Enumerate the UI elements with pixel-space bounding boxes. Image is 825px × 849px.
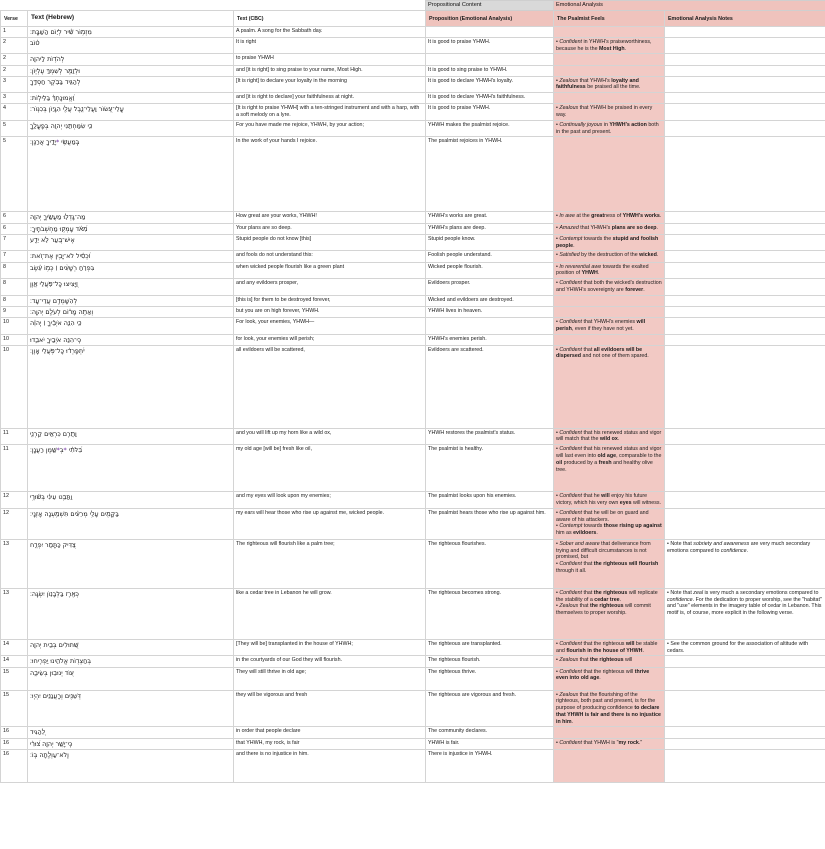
table-row — [1, 318, 825, 335]
cell-psalmist-feels[interactable]: • Zealous that the righteous will — [554, 656, 665, 667]
cell-text-cbc[interactable]: to praise YHWH — [234, 54, 426, 65]
column-header-verse[interactable]: Verse — [1, 11, 28, 26]
cell-verse[interactable]: 7 — [1, 234, 28, 251]
cell-text-hebrew[interactable]: לְ֭הַגִּיד — [28, 727, 234, 738]
cell-psalmist-feels[interactable]: • Zealous that the flourishing of the righteous, both past and present, is for the purpose of producing confidence to declare that YHWH is fair and there is no injustice in him. — [554, 690, 665, 727]
cell-text-cbc[interactable]: my ears will hear those who rise up against me, wicked people. — [234, 508, 426, 539]
cell-verse[interactable]: 11 — [1, 428, 28, 445]
cell-psalmist-feels[interactable]: • Sober and aware that deliverance from trying and difficult circumstances is not promised, but • Confident that the righteous will flourish through it all. — [554, 539, 665, 588]
cell-text-cbc[interactable]: Stupid people do not know [this] — [234, 234, 426, 251]
table-row — [1, 37, 825, 54]
cell-proposition[interactable]: The righteous are vigorous and fresh. — [426, 690, 554, 727]
table-row — [1, 727, 825, 738]
cell-emotional-notes[interactable] — [665, 76, 825, 93]
cell-psalmist-feels[interactable]: • Confident in YHWH's praiseworthiness, because he is the Most High. — [554, 37, 665, 54]
cell-emotional-notes[interactable] — [665, 104, 825, 121]
table-row — [1, 667, 825, 690]
cell-proposition[interactable] — [426, 26, 554, 37]
cell-proposition[interactable]: It is good to sing praise to YHWH. — [426, 65, 554, 76]
cell-proposition[interactable]: Foolish people understand. — [426, 251, 554, 262]
cell-psalmist-feels[interactable]: • Satisfied by the destruction of the wicked. — [554, 251, 665, 262]
cell-emotional-notes[interactable] — [665, 656, 825, 667]
cell-psalmist-feels[interactable]: • Confident that he will be on guard and aware of his attackers. • Contempt towards those rising up against him as evildoers. — [554, 508, 665, 539]
cell-emotional-notes[interactable] — [665, 26, 825, 37]
table-row — [1, 690, 825, 727]
cell-text-hebrew[interactable]: שְׁ֭תוּלִים בְּבֵ֣ית יְהוָ֑ה — [28, 639, 234, 656]
cell-verse[interactable]: 5 — [1, 120, 28, 137]
cell-proposition[interactable] — [426, 54, 554, 65]
cell-text-hebrew[interactable]: וּלְזַמֵּ֖ר לְשִׁמְךָ֣ עֶלְיֽוֹן׃ — [28, 65, 234, 76]
cell-verse[interactable]: 16 — [1, 738, 28, 749]
cell-text-hebrew[interactable]: בְּחַצְר֖וֹת אֱלֹהֵ֣ינוּ יַפְרִֽיחוּ׃ — [28, 656, 234, 667]
cell-text-cbc[interactable]: A psalm. A song for the Sabbath day. — [234, 26, 426, 37]
cell-verse[interactable]: 12 — [1, 508, 28, 539]
cell-emotional-notes[interactable] — [665, 223, 825, 234]
table-row — [1, 588, 825, 639]
column-header-notes[interactable]: Emotional Analysis Notes — [665, 11, 825, 26]
cell-text-hebrew[interactable]: כִּ֤י שִׂמַּחְתַּ֣נִי יְהוָ֣ה בְּפָעֳלֶ֑ךָ — [28, 120, 234, 137]
cell-text-hebrew[interactable]: וֶ֝אֱמוּנָתְךָ֗ בַּלֵּילֽוֹת׃ — [28, 93, 234, 104]
cell-text-hebrew[interactable]: כִּֽי־יָשָׁ֣ר יְהוָ֑ה צ֝וּרִ֗י — [28, 738, 234, 749]
cell-proposition[interactable]: The psalmist hears those who rise up against him. — [426, 508, 554, 539]
cell-psalmist-feels[interactable]: • Contempt towards the stupid and foolish people. — [554, 234, 665, 251]
cell-emotional-notes[interactable] — [665, 137, 825, 212]
table-row — [1, 120, 825, 137]
cell-verse[interactable]: 2 — [1, 37, 28, 54]
table-row — [1, 445, 825, 492]
cell-text-cbc[interactable]: They will still thrive in old age; — [234, 667, 426, 690]
cell-emotional-notes[interactable] — [665, 727, 825, 738]
cell-text-hebrew[interactable]: וְאַתָּ֥ה מָר֗וֹם לְעֹלָ֥ם יְהוָֽה׃ — [28, 306, 234, 317]
cell-psalmist-feels[interactable]: • Confident that the righteous will be stable and flourish in the house of YHWH. — [554, 639, 665, 656]
cell-verse[interactable]: 13 — [1, 539, 28, 588]
cell-psalmist-feels[interactable] — [554, 727, 665, 738]
table-body — [1, 26, 825, 782]
cell-verse[interactable]: 8 — [1, 295, 28, 306]
cell-text-cbc[interactable]: and [it is right] to sing praise to your name, Most High. — [234, 65, 426, 76]
column-header-text-hebrew[interactable]: Text (Hebrew) — [28, 11, 234, 26]
cell-text-cbc[interactable]: my old age [will be] fresh like oil, — [234, 445, 426, 492]
cell-psalmist-feels[interactable]: • In reverential awe towards the exalted position of YHWH. — [554, 262, 665, 279]
cell-emotional-notes[interactable] — [665, 234, 825, 251]
cell-text-cbc[interactable]: [They will be] transplanted in the house of YHWH; — [234, 639, 426, 656]
cell-verse[interactable]: 10 — [1, 318, 28, 335]
cell-text-cbc[interactable]: [It is right] to declare your loyalty in the morning — [234, 76, 426, 93]
table-row — [1, 262, 825, 279]
cell-text-cbc[interactable]: for look, your enemies will perish; — [234, 334, 426, 345]
table-row — [1, 251, 825, 262]
cell-text-cbc[interactable]: and fools do not understand this: — [234, 251, 426, 262]
cell-psalmist-feels[interactable]: • Confident that both the wicked's destruction and YHWH's sovereignty are forever. — [554, 279, 665, 296]
band-propositional-content: Propositional Content — [426, 1, 554, 11]
cell-proposition[interactable]: YHWH's enemies perish. — [426, 334, 554, 345]
cell-emotional-notes[interactable] — [665, 279, 825, 296]
table-row — [1, 65, 825, 76]
cell-text-hebrew[interactable]: בְּֽמַעֲשֵׂ֖י *יָדֶ֣יךָ אֲרַנֵּֽן׃ — [28, 137, 234, 212]
cell-psalmist-feels[interactable] — [554, 306, 665, 317]
table-row — [1, 306, 825, 317]
band-blank-hebrew — [28, 1, 234, 11]
cell-verse[interactable]: 8 — [1, 262, 28, 279]
cell-proposition[interactable]: YHWH is fair. — [426, 738, 554, 749]
cell-text-cbc[interactable]: and there is no injustice in him. — [234, 749, 426, 782]
cell-emotional-notes[interactable] — [665, 345, 825, 428]
cell-text-cbc[interactable]: It is right — [234, 37, 426, 54]
cell-emotional-notes[interactable] — [665, 262, 825, 279]
cell-emotional-notes[interactable]: • Note that sobriety and awareness are very much secondary emotions compared to confidence. — [665, 539, 825, 588]
cell-verse[interactable]: 12 — [1, 492, 28, 509]
table-row — [1, 104, 825, 121]
cell-text-cbc[interactable]: in the courtyards of our God they will flourish. — [234, 656, 426, 667]
cell-psalmist-feels[interactable]: • Confident that YHWH's enemies will perish, even if they have not yet. — [554, 318, 665, 335]
table-row — [1, 279, 825, 296]
column-header-row — [1, 11, 825, 26]
cell-text-cbc[interactable]: and my eyes will look upon my enemies; — [234, 492, 426, 509]
table-row — [1, 492, 825, 509]
cell-proposition[interactable]: There is injustice in YHWH. — [426, 749, 554, 782]
cell-text-hebrew[interactable]: וַתַּבֵּ֥ט עֵינִ֗י בְּשׁ֫וּרָ֥י — [28, 492, 234, 509]
cell-proposition[interactable]: The righteous flourishes. — [426, 539, 554, 588]
cell-proposition[interactable]: The righteous becomes strong. — [426, 588, 554, 639]
cell-psalmist-feels[interactable]: • Confident that his renewed status and vigor will last even into old age, comparable to the oil produced by a fresh and healthy olive tree. — [554, 445, 665, 492]
cell-proposition[interactable]: The righteous thrive. — [426, 667, 554, 690]
cell-proposition[interactable]: It is good to praise YHWH. — [426, 104, 554, 121]
cell-text-cbc[interactable]: and [it is right to declare] your faithfulness at night. — [234, 93, 426, 104]
table-row — [1, 428, 825, 445]
cell-psalmist-feels[interactable]: • Amazed that YHWH's plans are so deep. — [554, 223, 665, 234]
cell-text-cbc[interactable]: and you will lift up my horn like a wild ox, — [234, 428, 426, 445]
cell-text-hebrew[interactable]: מְ֝אֹ֗ד עָמְק֥וּ מַחְשְׁבֹתֶֽיךָ׃ — [28, 223, 234, 234]
cell-text-cbc[interactable]: For look, your enemies, YHWH— — [234, 318, 426, 335]
cell-text-cbc[interactable]: [It is right to praise YHWH] with a ten-stringed instrument and with a harp, with a soft melody on a lyre. — [234, 104, 426, 121]
cell-proposition[interactable]: It is good to praise YHWH. — [426, 37, 554, 54]
cell-verse[interactable]: 9 — [1, 306, 28, 317]
cell-psalmist-feels[interactable] — [554, 65, 665, 76]
cell-text-hebrew[interactable]: לְהֹד֥וֹת לַיהוָ֑ה — [28, 54, 234, 65]
cell-psalmist-feels[interactable]: • Zealous that YHWH be praised in every way. — [554, 104, 665, 121]
table-row — [1, 334, 825, 345]
cell-proposition[interactable]: Stupid people know. — [426, 234, 554, 251]
cell-text-hebrew[interactable]: ע֭וֹד יְנוּב֣וּן בְּשֵׂיבָ֑ה — [28, 667, 234, 690]
cell-emotional-notes[interactable] — [665, 492, 825, 509]
cell-proposition[interactable]: The righteous flourish. — [426, 656, 554, 667]
cell-verse[interactable]: 10 — [1, 345, 28, 428]
cell-text-hebrew[interactable]: בַּקָּמִ֖ים עָלַ֥י מְרֵעִ֗ים תִּשְׁמַ֥עְנָה אָזְנָֽי׃ — [28, 508, 234, 539]
cell-psalmist-feels[interactable]: • Confident that all evildoers will be dispersed and not one of them spared. — [554, 345, 665, 428]
cell-text-cbc[interactable]: all evildoers will be scattered, — [234, 345, 426, 428]
cell-text-hebrew[interactable]: כְּאֶ֖רֶז בַּלְּבָנ֣וֹן יִשְׂגֶּֽה׃ — [28, 588, 234, 639]
cell-proposition[interactable]: Evildoers prosper. — [426, 279, 554, 296]
cell-emotional-notes[interactable] — [665, 318, 825, 335]
cell-text-hebrew[interactable]: דְּשֵׁנִ֖ים וְרַֽעֲנַנִּ֣ים יִהְיֽוּ׃ — [28, 690, 234, 727]
cell-text-hebrew[interactable]: לְהַגִּ֣יד בַּבֹּ֣קֶר חַסְדֶּ֑ךָ — [28, 76, 234, 93]
cell-text-hebrew[interactable]: בִּפְרֹ֤חַ רְשָׁעִ֨ים ׀ כְּמ֥וֹ עֵ֗שֶׂב — [28, 262, 234, 279]
table-row — [1, 738, 825, 749]
cell-emotional-notes[interactable] — [665, 37, 825, 54]
cell-verse[interactable]: 3 — [1, 76, 28, 93]
column-header-text-cbc[interactable]: Text (CBC) — [234, 11, 426, 26]
table-row — [1, 295, 825, 306]
table-row — [1, 639, 825, 656]
cell-verse[interactable]: 16 — [1, 727, 28, 738]
cell-emotional-notes[interactable] — [665, 251, 825, 262]
cell-text-hebrew[interactable]: וַ֭יָּצִיצוּ כָּל־פֹּ֣עֲלֵי אָ֑וֶן — [28, 279, 234, 296]
cell-verse[interactable]: 15 — [1, 690, 28, 727]
cell-verse[interactable]: 16 — [1, 749, 28, 782]
cell-text-cbc[interactable]: and any evildoers prosper, — [234, 279, 426, 296]
cell-psalmist-feels[interactable]: • Confident that his renewed status and vigor will match that the wild ox. — [554, 428, 665, 445]
cell-emotional-notes[interactable]: • See the common ground for the association of altitude with cedars. — [665, 639, 825, 656]
cell-text-hebrew[interactable]: וְֽלֹא־עַוְלָ֥תָה בּֽוֹ׃ — [28, 749, 234, 782]
cell-emotional-notes[interactable] — [665, 428, 825, 445]
cell-verse[interactable]: 1 — [1, 26, 28, 37]
cell-psalmist-feels[interactable]: • Confident that the righteous will replicate the stability of a cedar tree. • Zealous that the righteous will commit themselves to proper worship. — [554, 588, 665, 639]
cell-emotional-notes[interactable] — [665, 212, 825, 223]
cell-text-cbc[interactable]: but you are on high forever, YHWH. — [234, 306, 426, 317]
table-row — [1, 539, 825, 588]
cell-emotional-notes[interactable] — [665, 690, 825, 727]
cell-emotional-notes[interactable] — [665, 749, 825, 782]
cell-psalmist-feels[interactable] — [554, 54, 665, 65]
cell-proposition[interactable]: The psalmist rejoices in YHWH. — [426, 137, 554, 212]
cell-text-hebrew[interactable]: ט֗וֹב — [28, 37, 234, 54]
cell-verse[interactable]: 14 — [1, 656, 28, 667]
cell-proposition[interactable]: YHWH's plans are deep. — [426, 223, 554, 234]
table-row — [1, 93, 825, 104]
cell-proposition[interactable]: The psalmist looks upon his enemies. — [426, 492, 554, 509]
cell-verse[interactable]: 6 — [1, 223, 28, 234]
cell-verse[interactable]: 13 — [1, 588, 28, 639]
cell-text-hebrew[interactable]: צַ֭דִּיק כַּתָּמָ֣ר יִפְרָ֑ח — [28, 539, 234, 588]
table-row — [1, 508, 825, 539]
cell-verse[interactable]: 11 — [1, 445, 28, 492]
cell-verse[interactable]: 4 — [1, 104, 28, 121]
cell-text-hebrew[interactable]: כִּ֤י הִנֵּ֪ה אֹיְבֶ֡יךָ ׀ יְֽהוָ֗ה — [28, 318, 234, 335]
table-row — [1, 54, 825, 65]
cell-verse[interactable]: 5 — [1, 137, 28, 212]
cell-text-hebrew[interactable]: עֲ‍ֽלֵי־עָ֭שׂוֹר וַעֲלֵי־נָ֑בֶל עֲלֵ֖י הִגָּי֣וֹן בְּכִנּֽוֹר׃ — [28, 104, 234, 121]
cell-psalmist-feels[interactable] — [554, 93, 665, 104]
cell-psalmist-feels[interactable]: • Confident that YHWH is "my rock." — [554, 738, 665, 749]
cell-emotional-notes[interactable] — [665, 334, 825, 345]
cell-proposition[interactable] — [426, 318, 554, 335]
cell-text-hebrew[interactable]: מִזְמ֥וֹר שִׁ֗יר לְי֣וֹם הַשַּׁבָּֽת׃ — [28, 26, 234, 37]
cell-text-cbc[interactable]: in order that people declare — [234, 727, 426, 738]
table-header — [1, 1, 825, 27]
cell-proposition[interactable]: Wicked people flourish. — [426, 262, 554, 279]
cell-text-cbc[interactable]: they will be vigorous and fresh — [234, 690, 426, 727]
cell-verse[interactable]: 14 — [1, 639, 28, 656]
table-row — [1, 656, 825, 667]
cell-verse[interactable]: 7 — [1, 251, 28, 262]
column-header-psalmist-feels[interactable]: The Psalmist Feels — [554, 11, 665, 26]
table-row — [1, 223, 825, 234]
cell-text-cbc[interactable]: For you have made me rejoice, YHWH, by your action; — [234, 120, 426, 137]
column-header-proposition[interactable]: Proposition (Emotional Analysis) — [426, 11, 554, 26]
cell-proposition[interactable]: It is good to declare YHWH's loyalty. — [426, 76, 554, 93]
cell-psalmist-feels[interactable]: • In awe at the greatness of YHWH's works. — [554, 212, 665, 223]
cell-psalmist-feels[interactable] — [554, 295, 665, 306]
cell-text-hebrew[interactable]: בַּ֝לֹּתִ֗י *בְּ*שֶׁ֣מֶן רַעֲנָֽן׃ — [28, 445, 234, 492]
cell-text-cbc[interactable]: that YHWH, my rock, is fair — [234, 738, 426, 749]
table-row — [1, 137, 825, 212]
cell-text-hebrew[interactable]: אִֽישׁ־בַּ֭עַר לֹ֣א יֵדָ֑ע — [28, 234, 234, 251]
cell-verse[interactable]: 6 — [1, 212, 28, 223]
table-row — [1, 749, 825, 782]
cell-emotional-notes[interactable] — [665, 667, 825, 690]
cell-verse[interactable]: 3 — [1, 93, 28, 104]
cell-proposition[interactable]: YHWH lives in heaven. — [426, 306, 554, 317]
cell-emotional-notes[interactable] — [665, 445, 825, 492]
table-row — [1, 234, 825, 251]
table-row — [1, 26, 825, 37]
cell-proposition[interactable]: The psalmist is healthy. — [426, 445, 554, 492]
table-row — [1, 212, 825, 223]
cell-text-cbc[interactable]: Your plans are so deep. — [234, 223, 426, 234]
cell-emotional-notes[interactable] — [665, 120, 825, 137]
cell-text-hebrew[interactable]: יִ֝תְפָּרְד֗וּ כָּל־פֹּ֥עֲלֵי אָֽוֶן׃ — [28, 345, 234, 428]
cell-psalmist-feels[interactable]: • Confident that the righteous will thrive even into old age. — [554, 667, 665, 690]
cell-psalmist-feels[interactable] — [554, 137, 665, 212]
cell-text-cbc[interactable]: when wicked people flourish like a green plant — [234, 262, 426, 279]
cell-text-cbc[interactable]: How great are your works, YHWH! — [234, 212, 426, 223]
cell-text-hebrew[interactable]: וַתָּ֣רֶם כִּרְאֵ֣ים קַרְנִ֑י — [28, 428, 234, 445]
cell-psalmist-feels[interactable]: • Zealous that YHWH's loyalty and faithfulness be praised all the time. — [554, 76, 665, 93]
cell-text-cbc[interactable]: The righteous will flourish like a palm tree; — [234, 539, 426, 588]
cell-verse[interactable]: 15 — [1, 667, 28, 690]
cell-proposition[interactable]: It is good to declare YHWH's faithfulness. — [426, 93, 554, 104]
cell-emotional-notes[interactable] — [665, 306, 825, 317]
cell-proposition[interactable]: YHWH's works are great. — [426, 212, 554, 223]
cell-verse[interactable]: 2 — [1, 54, 28, 65]
cell-text-hebrew[interactable]: מַה־גָּדְל֣וּ מַעֲשֶׂ֣יךָ יְהוָ֑ה — [28, 212, 234, 223]
cell-text-cbc[interactable]: In the work of your hands I rejoice. — [234, 137, 426, 212]
band-blank-cbc — [234, 1, 426, 11]
cell-psalmist-feels[interactable] — [554, 334, 665, 345]
cell-verse[interactable]: 10 — [1, 334, 28, 345]
cell-text-cbc[interactable]: like a cedar tree in Lebanon he will grow. — [234, 588, 426, 639]
cell-proposition[interactable]: YHWH restores the psalmist's status. — [426, 428, 554, 445]
cell-proposition[interactable]: The community declares. — [426, 727, 554, 738]
cell-emotional-notes[interactable] — [665, 65, 825, 76]
table-row — [1, 345, 825, 428]
cell-emotional-notes[interactable]: • Note that zeal is very much a secondary emotions compared to confidence. For the dedication to proper worship, see the "habitat" and "use" elements in the imagery table of cedar in Lebanon. This motif is, of course, more explicit in the following verse. — [665, 588, 825, 639]
cell-text-hebrew[interactable]: לְהִשָּׁמְדָ֥ם עֲדֵי־עַֽד׃ — [28, 295, 234, 306]
cell-emotional-notes[interactable] — [665, 93, 825, 104]
cell-proposition[interactable]: Evildoers are scattered. — [426, 345, 554, 428]
cell-psalmist-feels[interactable] — [554, 749, 665, 782]
band-emotional-analysis: Emotional Analysis — [554, 1, 825, 11]
table-row — [1, 76, 825, 93]
cell-verse[interactable]: 8 — [1, 279, 28, 296]
cell-text-cbc[interactable]: [this is] for them to be destroyed forever, — [234, 295, 426, 306]
cell-psalmist-feels[interactable]: • Confident that he will enjoy his future victory, which his very own eyes will witness. — [554, 492, 665, 509]
cell-text-hebrew[interactable]: כִּֽי־הִנֵּ֣ה אֹיְבֶ֣יךָ יֹאבֵ֑דוּ — [28, 334, 234, 345]
cell-emotional-notes[interactable] — [665, 508, 825, 539]
cell-psalmist-feels[interactable]: • Continually joyous in YHWH's action both in the past and present. — [554, 120, 665, 137]
cell-emotional-notes[interactable] — [665, 54, 825, 65]
cell-verse[interactable]: 2 — [1, 65, 28, 76]
band-blank-verse — [1, 1, 28, 11]
cell-proposition[interactable]: The righteous are transplanted. — [426, 639, 554, 656]
cell-psalmist-feels[interactable] — [554, 26, 665, 37]
cell-proposition[interactable]: Wicked and evildoers are destroyed. — [426, 295, 554, 306]
cell-emotional-notes[interactable] — [665, 295, 825, 306]
cell-emotional-notes[interactable] — [665, 738, 825, 749]
cell-text-hebrew[interactable]: וּ֝כְסִ֗יל לֹא־יָבִ֥ין אֶת־זֹֽאת׃ — [28, 251, 234, 262]
cell-proposition[interactable]: YHWH makes the psalmist rejoice. — [426, 120, 554, 137]
header-band-row — [1, 1, 825, 11]
